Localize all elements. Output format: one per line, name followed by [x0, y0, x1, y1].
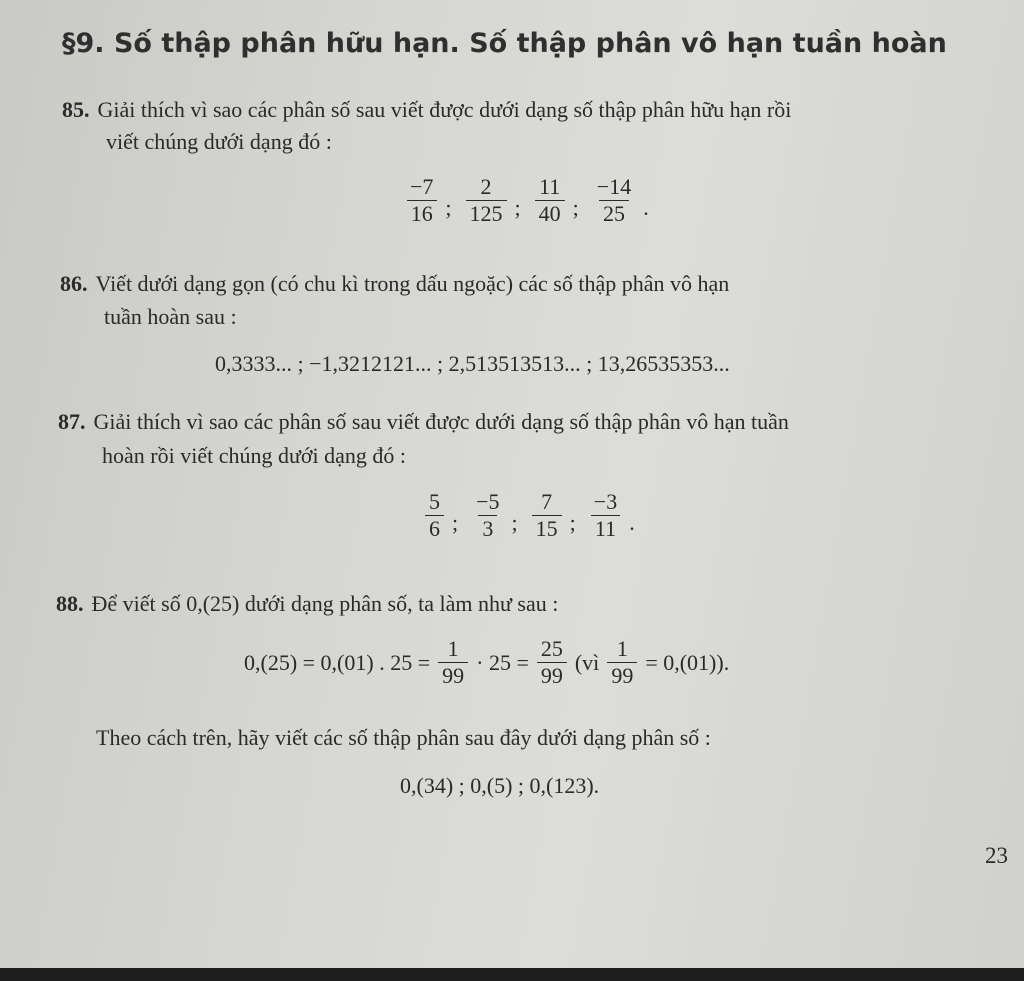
exercise-86-text: Viết dưới dạng gọn (có chu kì trong dấu ngoặc) các số thập phân vô hạn: [95, 271, 730, 296]
fraction: $\frac{25}{99}$: [537, 636, 567, 689]
exercise-85-number: 85.: [62, 97, 90, 122]
fraction: $\frac{7}{15}$: [532, 489, 562, 542]
exercise-85-fractions: $\frac{-7}{16}$ ; $\frac{2}{125}$ ; $\frac{11}{40}$ ; $\frac{-14}{25}$ .: [402, 174, 659, 227]
exercise-87-text: Giải thích vì sao các phân số sau viết được dưới dạng số thập phân vô hạn tuần: [93, 409, 789, 434]
exercise-87-line2: hoàn rồi viết chúng dưới dạng đó :: [102, 443, 407, 468]
exercise-87-line1: [58, 408, 789, 436]
exercise-88-line1: [56, 590, 558, 618]
section-title: §9. Số thập phân hữu hạn. Số thập phân vô hạn tuần hoàn: [62, 28, 947, 59]
page-edge-shadow: [0, 968, 1024, 981]
exercise-88-number: 88.: [56, 591, 84, 616]
exercise-85-text: Giải thích vì sao các phân số sau viết được dưới dạng số thập phân hữu hạn rồi: [97, 97, 792, 122]
fraction: $\frac{1}{99}$: [607, 636, 637, 689]
exercise-87-fractions: $\frac{5}{6}$ ; $\frac{-5}{3}$ ; $\frac{7}{15}$ ; $\frac{-3}{11}$ .: [421, 489, 645, 542]
fraction: $\frac{11}{40}$: [535, 174, 565, 227]
exercise-88-text: Để viết số 0,(25) dưới dạng phân số, ta làm như sau :: [91, 591, 559, 616]
exercise-85-line1: [62, 96, 791, 124]
fraction: $\frac{-7}{16}$: [406, 174, 437, 227]
fraction: $\frac{2}{125}$: [466, 174, 507, 227]
page-number: 23: [985, 843, 1008, 868]
exercise-87-number: 87.: [58, 409, 86, 434]
exercise-88-line2: Theo cách trên, hãy viết các số thập phân sau đây dưới dạng phân số :: [96, 725, 711, 750]
fraction: $\frac{5}{6}$: [425, 489, 444, 542]
fraction: $\frac{-14}{25}$: [596, 174, 632, 226]
exercise-88-numbers: 0,(34) ; 0,(5) ; 0,(123).: [400, 773, 600, 798]
exercise-88-formula: 0,(25) = 0,(01) . 25 = $\frac{1}{99}$ · 25 = $\frac{25}{99}$ (vì $\frac{1}{99}$ = 0,(01)).: [244, 636, 730, 688]
fraction: $\frac{-3}{11}$: [590, 489, 621, 542]
exercise-86-line2: tuần hoàn sau :: [104, 304, 237, 329]
exercise-86-number: 86.: [60, 271, 88, 296]
fraction: $\frac{1}{99}$: [438, 636, 468, 689]
fraction: $\frac{-5}{3}$: [476, 489, 500, 541]
exercise-86-numbers: 0,3333... ; −1,3212121... ; 2,513513513... ; 13,26535353...: [215, 351, 730, 376]
exercise-85-line2: viết chúng dưới dạng đó :: [106, 129, 332, 154]
exercise-86-line1: [60, 270, 729, 298]
